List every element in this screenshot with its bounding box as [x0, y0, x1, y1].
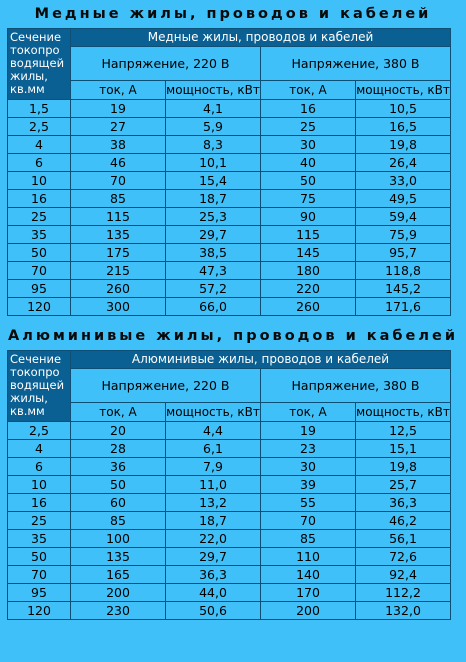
cell-current-380: 140 [261, 566, 355, 583]
cell-current-380: 115 [261, 226, 355, 243]
cell-current-220: 135 [71, 226, 165, 243]
cell-power-220: 50,6 [166, 602, 260, 619]
cell-current-220: 215 [71, 262, 165, 279]
cell-current-220: 28 [71, 440, 165, 457]
cell-cross-section: 1,5 [8, 100, 70, 117]
cell-current-380: 19 [261, 422, 355, 439]
table-row [8, 298, 450, 315]
table-row [8, 244, 450, 261]
aluminum-section [0, 322, 466, 620]
cell-cross-section: 70 [8, 262, 70, 279]
cell-power-380: 10,5 [356, 100, 450, 117]
cell-power-380: 46,2 [356, 512, 450, 529]
cell-current-380: 40 [261, 154, 355, 171]
aluminum-voltage-380: Напряжение, 380 В [261, 369, 450, 402]
table-row [8, 208, 450, 225]
cell-cross-section: 70 [8, 566, 70, 583]
cell-power-220: 22,0 [166, 530, 260, 547]
cell-current-380: 200 [261, 602, 355, 619]
cell-current-220: 36 [71, 458, 165, 475]
table-row [8, 262, 450, 279]
cell-cross-section: 4 [8, 440, 70, 457]
cell-power-380: 49,5 [356, 190, 450, 207]
cell-current-380: 16 [261, 100, 355, 117]
cell-power-220: 11,0 [166, 476, 260, 493]
copper-col-power-380: мощность, кВт [356, 83, 450, 97]
cell-power-220: 29,7 [166, 226, 260, 243]
table-row [8, 512, 450, 529]
aluminum-table-header: Алюминивые жилы, проводов и кабелей [71, 351, 450, 368]
cell-current-380: 30 [261, 136, 355, 153]
cell-current-220: 70 [71, 172, 165, 189]
cell-cross-section: 50 [8, 244, 70, 261]
cell-power-220: 18,7 [166, 512, 260, 529]
cell-power-220: 25,3 [166, 208, 260, 225]
cell-current-380: 50 [261, 172, 355, 189]
cell-current-220: 230 [71, 602, 165, 619]
cell-current-380: 25 [261, 118, 355, 135]
cell-power-380: 145,2 [356, 280, 450, 297]
table-row [8, 280, 450, 297]
cell-current-220: 175 [71, 244, 165, 261]
cell-cross-section: 25 [8, 208, 70, 225]
aluminum-title: Алюминивые жилы, проводов и кабелей [8, 328, 458, 344]
table-row [8, 118, 450, 135]
cell-power-380: 59,4 [356, 208, 450, 225]
aluminum-col-power-220: мощность, кВт [166, 405, 260, 419]
cell-cross-section: 95 [8, 280, 70, 297]
cell-power-220: 18,7 [166, 190, 260, 207]
cell-current-220: 20 [71, 422, 165, 439]
table-row [8, 476, 450, 493]
cell-power-380: 25,7 [356, 476, 450, 493]
table-row [8, 584, 450, 601]
cell-current-380: 23 [261, 440, 355, 457]
cell-power-220: 10,1 [166, 154, 260, 171]
cell-current-380: 30 [261, 458, 355, 475]
aluminum-col-current-220: ток, А [71, 403, 165, 421]
cell-current-220: 165 [71, 566, 165, 583]
cell-cross-section: 95 [8, 584, 70, 601]
cell-current-220: 300 [71, 298, 165, 315]
cell-cross-section: 16 [8, 190, 70, 207]
cell-power-380: 95,7 [356, 244, 450, 261]
cell-current-380: 70 [261, 512, 355, 529]
cell-power-220: 47,3 [166, 262, 260, 279]
cell-power-380: 75,9 [356, 226, 450, 243]
cell-cross-section: 10 [8, 476, 70, 493]
table-row [8, 136, 450, 153]
cell-current-220: 115 [71, 208, 165, 225]
cell-power-380: 19,8 [356, 136, 450, 153]
copper-corner-label: Сечение токопро водящей жилы, кв.мм [8, 29, 70, 99]
cell-power-380: 26,4 [356, 154, 450, 171]
cell-power-380: 112,2 [356, 584, 450, 601]
copper-table-header: Медные жилы, проводов и кабелей [71, 29, 450, 46]
cell-power-380: 16,5 [356, 118, 450, 135]
cell-current-380: 180 [261, 262, 355, 279]
cell-power-380: 33,0 [356, 172, 450, 189]
cell-current-380: 85 [261, 530, 355, 547]
cell-current-220: 19 [71, 100, 165, 117]
cell-power-220: 8,3 [166, 136, 260, 153]
cell-cross-section: 35 [8, 226, 70, 243]
cell-current-380: 55 [261, 494, 355, 511]
cell-power-380: 15,1 [356, 440, 450, 457]
cell-current-220: 200 [71, 584, 165, 601]
cell-power-380: 19,8 [356, 458, 450, 475]
cell-cross-section: 10 [8, 172, 70, 189]
cell-cross-section: 4 [8, 136, 70, 153]
cell-current-220: 50 [71, 476, 165, 493]
cell-cross-section: 6 [8, 154, 70, 171]
cell-current-220: 135 [71, 548, 165, 565]
table-row [8, 530, 450, 547]
cell-power-220: 36,3 [166, 566, 260, 583]
cell-current-380: 75 [261, 190, 355, 207]
cell-current-220: 38 [71, 136, 165, 153]
cell-current-220: 27 [71, 118, 165, 135]
cell-power-380: 171,6 [356, 298, 450, 315]
aluminum-table [7, 350, 451, 620]
aluminum-corner-label: Сечение токопро водящей жилы, кв.мм [8, 351, 70, 421]
table-row [8, 154, 450, 171]
cell-power-220: 57,2 [166, 280, 260, 297]
aluminum-col-power-380: мощность, кВт [356, 405, 450, 419]
cell-current-380: 39 [261, 476, 355, 493]
cell-current-220: 260 [71, 280, 165, 297]
table-row [8, 190, 450, 207]
cell-cross-section: 25 [8, 512, 70, 529]
cell-power-220: 4,1 [166, 100, 260, 117]
table-row [8, 494, 450, 511]
copper-voltage-380: Напряжение, 380 В [261, 47, 450, 80]
aluminum-voltage-220: Напряжение, 220 В [71, 369, 260, 402]
cell-current-380: 110 [261, 548, 355, 565]
table-row [8, 566, 450, 583]
table-row [8, 226, 450, 243]
cell-power-380: 56,1 [356, 530, 450, 547]
cell-power-220: 7,9 [166, 458, 260, 475]
cell-current-380: 260 [261, 298, 355, 315]
copper-voltage-220: Напряжение, 220 В [71, 47, 260, 80]
cell-current-380: 220 [261, 280, 355, 297]
cell-power-220: 29,7 [166, 548, 260, 565]
copper-col-current-220: ток, А [71, 81, 165, 99]
cell-power-380: 72,6 [356, 548, 450, 565]
cell-current-220: 100 [71, 530, 165, 547]
cell-power-380: 12,5 [356, 422, 450, 439]
cell-current-380: 145 [261, 244, 355, 261]
copper-col-power-220: мощность, кВт [166, 83, 260, 97]
cell-power-220: 66,0 [166, 298, 260, 315]
aluminum-table-body [8, 422, 450, 619]
cell-current-380: 90 [261, 208, 355, 225]
cell-power-380: 36,3 [356, 494, 450, 511]
cell-power-220: 44,0 [166, 584, 260, 601]
cell-current-380: 170 [261, 584, 355, 601]
cell-cross-section: 35 [8, 530, 70, 547]
copper-col-current-380: ток, А [261, 81, 355, 99]
cell-cross-section: 6 [8, 458, 70, 475]
cell-current-220: 85 [71, 512, 165, 529]
aluminum-col-current-380: ток, А [261, 403, 355, 421]
cell-power-380: 132,0 [356, 602, 450, 619]
cell-power-380: 118,8 [356, 262, 450, 279]
table-row [8, 440, 450, 457]
cell-cross-section: 2,5 [8, 118, 70, 135]
cell-cross-section: 120 [8, 602, 70, 619]
cell-power-220: 4,4 [166, 422, 260, 439]
table-row [8, 548, 450, 565]
cell-power-220: 13,2 [166, 494, 260, 511]
cell-power-380: 92,4 [356, 566, 450, 583]
table-row [8, 602, 450, 619]
copper-table-body [8, 100, 450, 315]
table-row [8, 458, 450, 475]
cell-cross-section: 120 [8, 298, 70, 315]
cell-power-220: 38,5 [166, 244, 260, 261]
copper-section [0, 0, 466, 316]
cell-cross-section: 2,5 [8, 422, 70, 439]
cell-cross-section: 50 [8, 548, 70, 565]
cell-power-220: 15,4 [166, 172, 260, 189]
cell-current-220: 60 [71, 494, 165, 511]
table-row [8, 172, 450, 189]
table-row [8, 422, 450, 439]
cell-power-220: 5,9 [166, 118, 260, 135]
table-row [8, 100, 450, 117]
copper-title: Медные жилы, проводов и кабелей [34, 6, 432, 22]
cell-current-220: 85 [71, 190, 165, 207]
cell-power-220: 6,1 [166, 440, 260, 457]
cell-cross-section: 16 [8, 494, 70, 511]
cell-current-220: 46 [71, 154, 165, 171]
copper-table [7, 28, 451, 316]
